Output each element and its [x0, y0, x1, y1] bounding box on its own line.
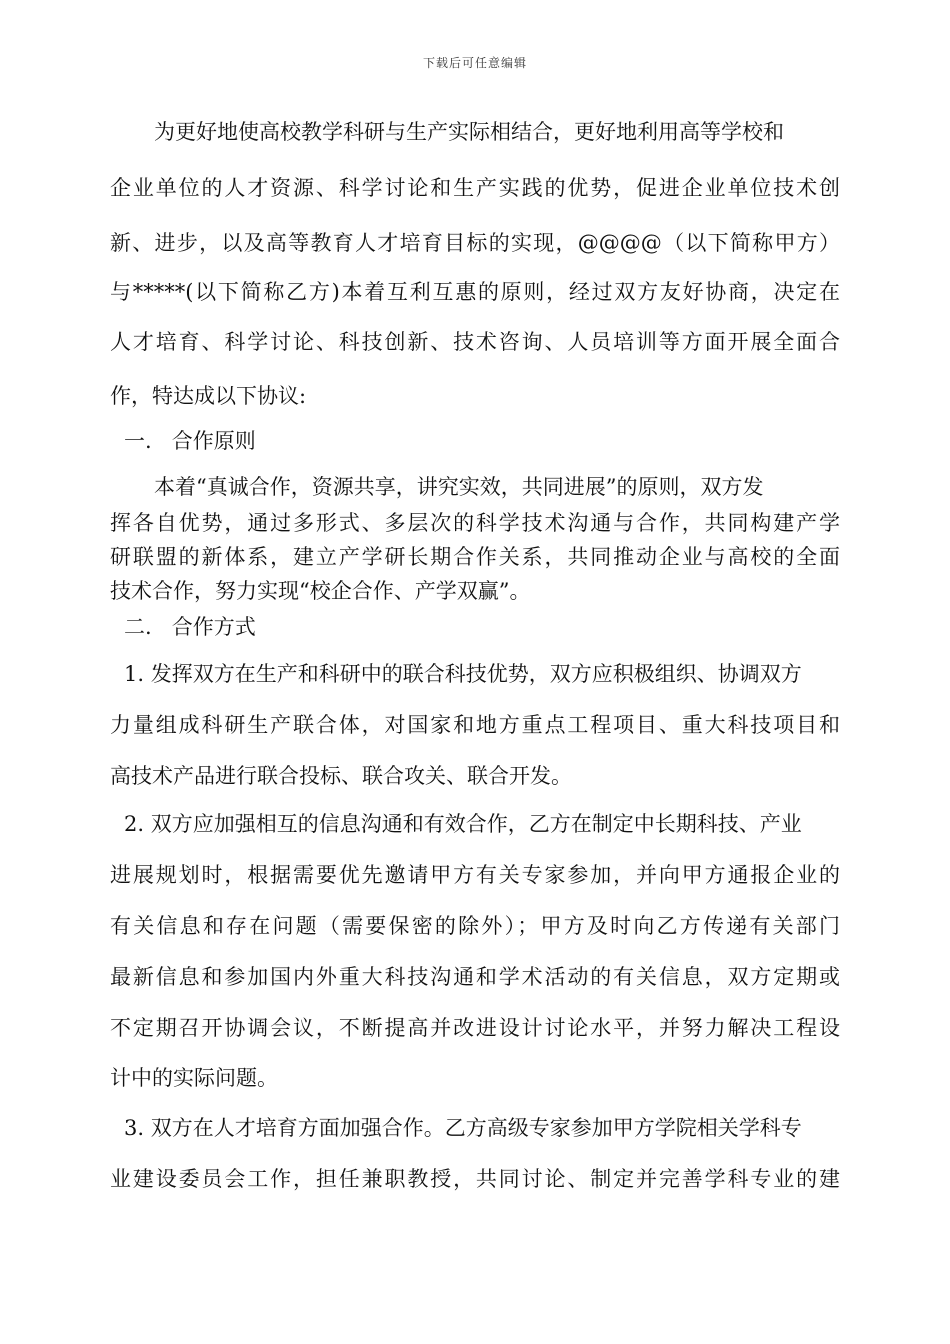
text-line: 有关信息和存在问题（需要保密的除外）；甲方及时向乙方传递有关部门 [110, 914, 840, 938]
text-line: 2. 双方应加强相互的信息沟通和有效合作，乙方在制定中长期科技、产业 [124, 812, 802, 836]
text-line: 进展规划时，根据需要优先邀请甲方有关专家参加，并向甲方通报企业的 [110, 863, 840, 887]
text-line: 挥各自优势，通过多形式、多层次的科学技术沟通与合作，共同构建产学 [110, 511, 840, 535]
text-line: 1. 发挥双方在生产和科研中的联合科技优势，双方应积极组织、协调双方 [124, 662, 802, 686]
text-line: 最新信息和参加国内外重大科技沟通和学术活动的有关信息，双方定期或 [110, 965, 840, 989]
text-line: 计中的实际问题。 [110, 1066, 278, 1090]
text-line: 研联盟的新体系，建立产学研长期合作关系，共同推动企业与高校的全面 [110, 545, 840, 569]
section-heading: 一. 合作原则 [124, 429, 256, 453]
text-line: 3. 双方在人才培育方面加强合作。乙方高级专家参加甲方学院相关学科专 [124, 1116, 802, 1140]
page-header: 下载后可任意编辑 [422, 56, 527, 70]
text-line: 人才培育、科学讨论、科技创新、技术咨询、人员培训等方面开展全面合 [110, 330, 840, 354]
text-line: 技术合作，努力实现“校企合作、产学双赢”。 [110, 579, 531, 603]
text-line: 力量组成科研生产联合体，对国家和地方重点工程项目、重大科技项目和 [110, 713, 840, 737]
text-line: 本着“真诚合作，资源共享，讲究实效，共同进展”的原则，双方发 [154, 475, 764, 499]
text-line: 企业单位的人才资源、科学讨论和生产实践的优势，促进企业单位技术创 [110, 176, 840, 200]
text-line: 作，特达成以下协议: [110, 384, 307, 408]
text-line: 为更好地使高校教学科研与生产实际相结合，更好地利用高等学校和 [154, 120, 784, 144]
text-line: 高技术产品进行联合投标、联合攻关、联合开发。 [110, 764, 572, 788]
text-line: 业建设委员会工作，担任兼职教授，共同讨论、制定并完善学科专业的建 [110, 1167, 840, 1191]
text-line: 不定期召开协调会议，不断提高并改进设计讨论水平，并努力解决工程设 [110, 1016, 840, 1040]
text-line: 与*****(以下简称乙方)本着互利互惠的原则，经过双方友好协商，决定在 [110, 280, 840, 304]
text-line: 新、进步，以及高等教育人才培育目标的实现，@@@@（以下简称甲方） [110, 231, 840, 255]
section-heading: 二. 合作方式 [124, 615, 256, 639]
